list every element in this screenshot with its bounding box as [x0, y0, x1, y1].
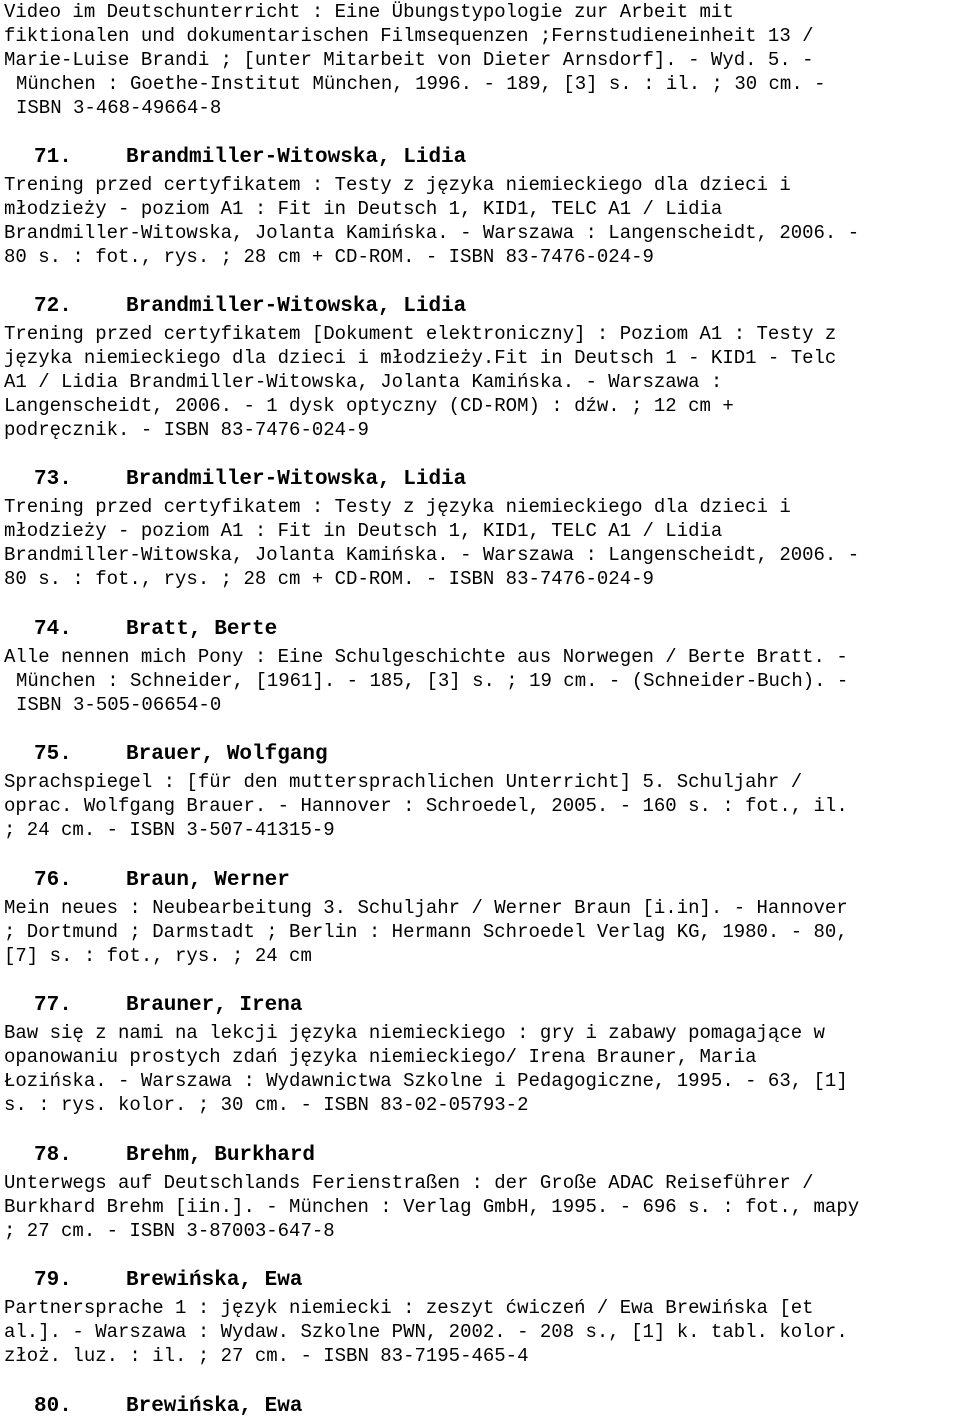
entry-heading [34, 993, 302, 1019]
entry-line: München : Schneider, [1961]. - 185, [3] s. ; 19 cm. - (Schneider-Buch). - [16, 670, 849, 692]
entry-line: München : Goethe-Institut München, 1996. - 189, [3] s. : il. ; 30 cm. - [16, 73, 826, 95]
entry-author: Brandmiller-Witowska, Lidia [126, 146, 467, 169]
entry-heading [34, 1394, 302, 1420]
entry-line: ; Dortmund ; Darmstadt ; Berlin : Hermann Schroedel Verlag KG, 1980. - 80, [4, 921, 848, 943]
entry-number: 80. [34, 1395, 72, 1418]
entry-line: ; 27 cm. - ISBN 3-87003-647-8 [4, 1220, 335, 1242]
entry-line: Partnersprache 1 : język niemiecki : zeszyt ćwiczeń / Ewa Brewińska [et [4, 1297, 814, 1319]
entry-line: Alle nennen mich Pony : Eine Schulgeschichte aus Norwegen / Berte Bratt. - [4, 646, 848, 668]
entry-line: Brandmiller-Witowska, Jolanta Kamińska. - Warszawa : Langenscheidt, 2006. - [4, 222, 860, 244]
entry-number: 77. [34, 994, 72, 1017]
entry-heading [34, 617, 277, 643]
entry-number: 74. [34, 618, 72, 641]
entry-line: A1 / Lidia Brandmiller-Witowska, Jolanta Kamińska. - Warszawa : [4, 371, 723, 393]
entry-line: ISBN 3-505-06654-0 [16, 694, 222, 716]
entry-line: Trening przed certyfikatem [Dokument elektroniczny] : Poziom A1 : Testy z [4, 323, 837, 345]
entry-heading [34, 742, 328, 768]
entry-author: Bratt, Berte [126, 618, 278, 641]
entry-line: Mein neues : Neubearbeitung 3. Schuljahr / Werner Braun [i.in]. - Hannover [4, 897, 848, 919]
entry-heading [34, 1143, 315, 1169]
entry-line: Trening przed certyfikatem : Testy z języka niemieckiego dla dzieci i [4, 174, 791, 196]
entry-line: ; 24 cm. - ISBN 3-507-41315-9 [4, 819, 335, 841]
entry-line: Sprachspiegel : [für den muttersprachlichen Unterricht] 5. Schuljahr / [4, 771, 803, 793]
entry-line: s. : rys. kolor. ; 30 cm. - ISBN 83-02-05793-2 [4, 1094, 529, 1116]
entry-number: 73. [34, 468, 72, 491]
entry-author: Braun, Werner [126, 869, 290, 892]
entry-line: 80 s. : fot., rys. ; 28 cm + CD-ROM. - ISBN 83-7476-024-9 [4, 568, 654, 590]
entry-author: Brandmiller-Witowska, Lidia [126, 468, 467, 491]
entry-line: Trening przed certyfikatem : Testy z języka niemieckiego dla dzieci i [4, 496, 791, 518]
entry-line: 80 s. : fot., rys. ; 28 cm + CD-ROM. - ISBN 83-7476-024-9 [4, 246, 654, 268]
entry-number: 76. [34, 869, 72, 892]
entry-line: Baw się z nami na lekcji języka niemieckiego : gry i zabawy pomagające w [4, 1022, 825, 1044]
entry-author: Brauner, Irena [126, 994, 303, 1017]
entry-heading [34, 868, 290, 894]
entry-line: podręcznik. - ISBN 83-7476-024-9 [4, 419, 369, 441]
entry-line: młodzieży - poziom A1 : Fit in Deutsch 1, KID1, TELC A1 / Lidia [4, 198, 723, 220]
entry-line: opanowaniu prostych zdań języka niemieckiego/ Irena Brauner, Maria [4, 1046, 757, 1068]
entry-number: 78. [34, 1144, 72, 1167]
entry-number: 72. [34, 295, 72, 318]
entry-heading [34, 294, 466, 320]
entry-line: Burkhard Brehm [iin.]. - München : Verlag GmbH, 1995. - 696 s. : fot., mapy [4, 1196, 860, 1218]
entry-author: Brauer, Wolfgang [126, 743, 328, 766]
entry-line: młodzieży - poziom A1 : Fit in Deutsch 1, KID1, TELC A1 / Lidia [4, 520, 723, 542]
entry-number: 71. [34, 146, 72, 169]
entry-line: złoż. luz. : il. ; 27 cm. - ISBN 83-7195-465-4 [4, 1345, 529, 1367]
entry-line: al.]. - Warszawa : Wydaw. Szkolne PWN, 2002. - 208 s., [1] k. tabl. kolor. [4, 1321, 848, 1343]
entry-author: Brewińska, Ewa [126, 1269, 303, 1292]
entry-line: języka niemieckiego dla dzieci i młodzieży.Fit in Deutsch 1 - KID1 - Telc [4, 347, 837, 369]
entry-line: Łozińska. - Warszawa : Wydawnictwa Szkolne i Pedagogiczne, 1995. - 63, [1] [4, 1070, 848, 1092]
entry-author: Brewińska, Ewa [126, 1395, 303, 1418]
entry-line: Langenscheidt, 2006. - 1 dysk optyczny (CD-ROM) : dźw. ; 12 cm + [4, 395, 734, 417]
entry-number: 79. [34, 1269, 72, 1292]
entry-line: fiktionalen und dokumentarischen Filmsequenzen ;Fernstudieneinheit 13 / [4, 25, 814, 47]
entry-line: [7] s. : fot., rys. ; 24 cm [4, 945, 312, 967]
entry-line: Video im Deutschunterricht : Eine Übungstypologie zur Arbeit mit [4, 1, 734, 23]
entry-heading [34, 145, 466, 171]
entry-heading [34, 467, 466, 493]
entry-line: Marie-Luise Brandi ; [unter Mitarbeit von Dieter Arnsdorf]. - Wyd. 5. - [4, 49, 814, 71]
entry-line: Unterwegs auf Deutschlands Ferienstraßen : der Große ADAC Reiseführer / [4, 1172, 814, 1194]
entry-heading [34, 1268, 302, 1294]
entry-author: Brandmiller-Witowska, Lidia [126, 295, 467, 318]
entry-author: Brehm, Burkhard [126, 1144, 316, 1167]
entry-line: Brandmiller-Witowska, Jolanta Kamińska. - Warszawa : Langenscheidt, 2006. - [4, 544, 860, 566]
entry-number: 75. [34, 743, 72, 766]
entry-line: ISBN 3-468-49664-8 [16, 97, 222, 119]
entry-line: oprac. Wolfgang Brauer. - Hannover : Schroedel, 2005. - 160 s. : fot., il. [4, 795, 848, 817]
